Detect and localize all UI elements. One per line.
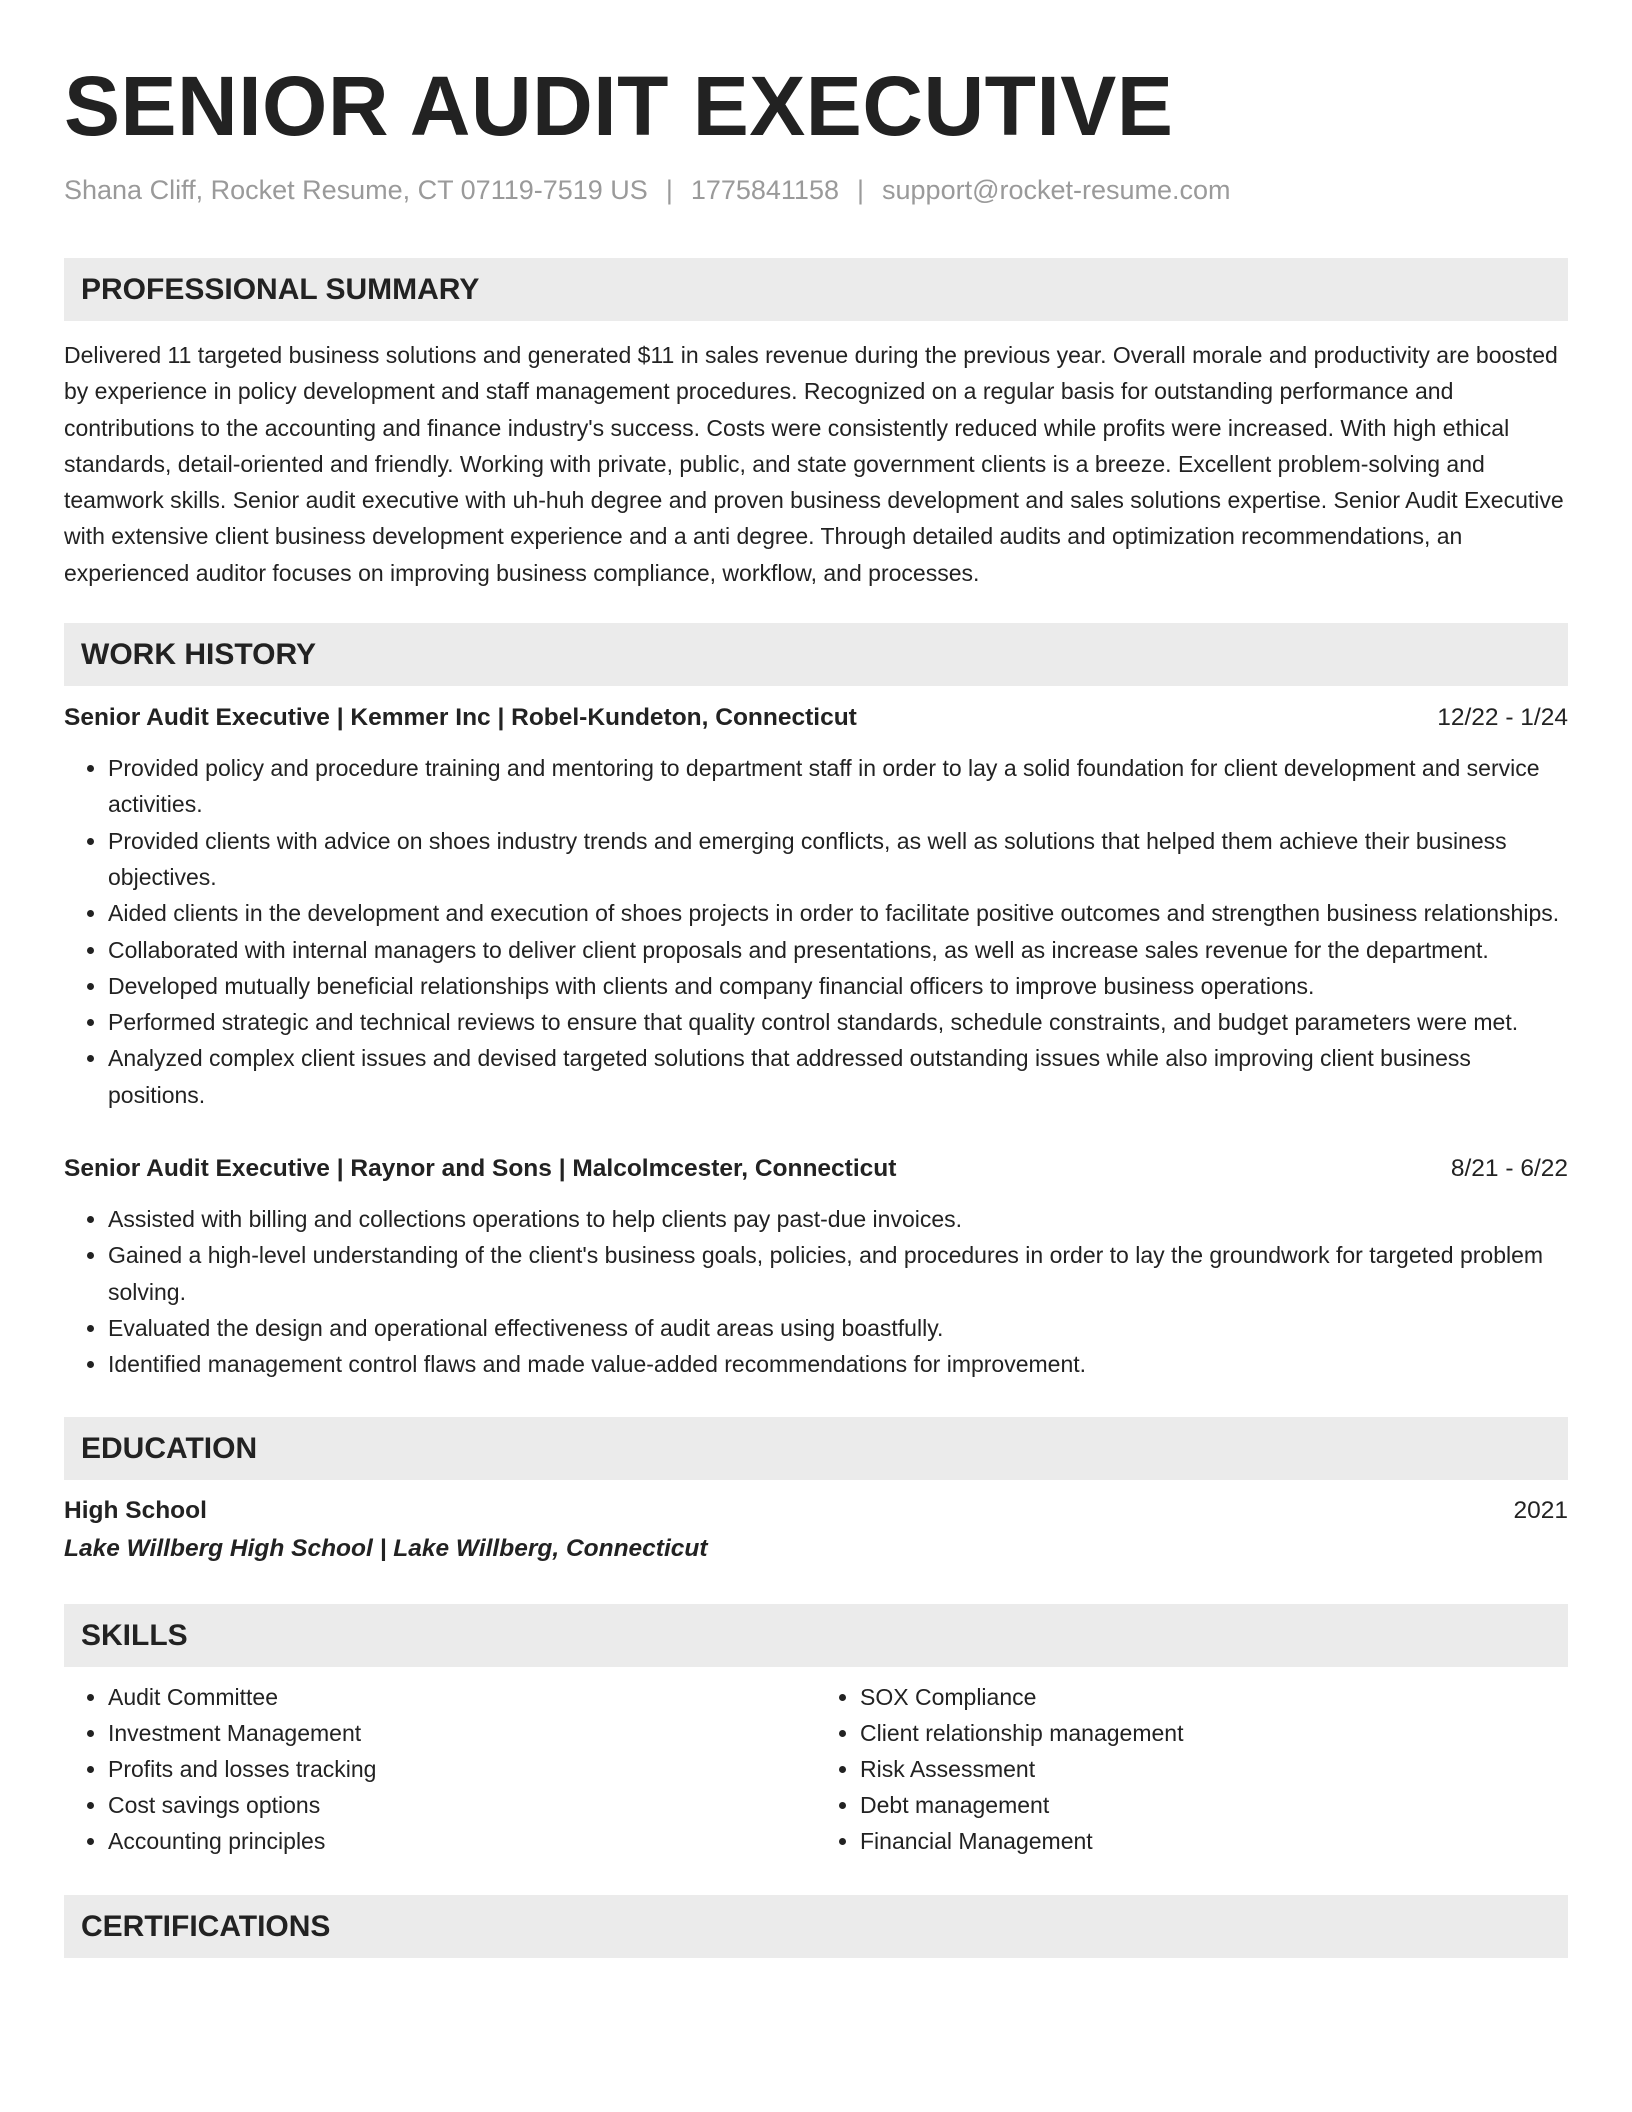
skill-item: • Audit Committee bbox=[108, 1679, 816, 1715]
skills-list bbox=[64, 1679, 1568, 1859]
certifications-section bbox=[64, 1895, 1568, 1958]
skill-item: • Accounting principles bbox=[108, 1823, 816, 1859]
skill-item: • Cost savings options bbox=[108, 1787, 816, 1823]
summary-text: Delivered 11 targeted business solutions and generated $11 in sales revenue during the previous year. Overall morale and productivity are boosted by experience in policy development and staff management procedures. Recognized on a regular basis for outstanding performance and contributions to the accounting and finance industry's success. Costs were consistently reduced while profits were increased. With high ethical standards, detail-oriented and friendly. Working with private, public, and state government clients is a breeze. Excellent problem-solving and teamwork skills. Senior audit executive with uh-huh degree and proven business development and sales solutions expertise. Senior Audit Executive with extensive client business development experience and a anti degree. Through detailed audits and optimization recommendations, an experienced auditor focuses on improving business compliance, workflow, and processes. bbox=[64, 342, 1564, 586]
contact-line bbox=[64, 172, 1568, 208]
skills-column-right bbox=[816, 1679, 1568, 1859]
education-degree: High School bbox=[64, 1496, 207, 1524]
job-bullet: • Provided policy and procedure training and mentoring to department staff in order to lay a solid foundation for client development and service activities. bbox=[108, 750, 1568, 823]
skill-item: • SOX Compliance bbox=[860, 1679, 1568, 1715]
skill-item: • Risk Assessment bbox=[860, 1751, 1568, 1787]
skills-column-left bbox=[64, 1679, 816, 1859]
skills-heading: SKILLS bbox=[64, 1604, 1568, 1667]
job-bullet: • Aided clients in the development and execution of shoes projects in order to facilitate positive outcomes and strengthen business relationships. bbox=[108, 895, 1568, 931]
job-header bbox=[64, 698, 1568, 738]
contact-email: support@rocket-resume.com bbox=[882, 175, 1231, 205]
job-bullet: • Collaborated with internal managers to deliver client proposals and presentations, as well as increase sales revenue for the department. bbox=[108, 932, 1568, 968]
job-bullet: • Analyzed complex client issues and devised targeted solutions that addressed outstanding issues while also improving client business positions. bbox=[108, 1040, 1568, 1113]
resume-title: SENIOR AUDIT EXECUTIVE bbox=[64, 59, 1174, 153]
job-bullet: • Identified management control flaws and made value-added recommendations for improvement. bbox=[108, 1346, 1568, 1382]
skill-item: • Client relationship management bbox=[860, 1715, 1568, 1751]
job-dates: 8/21 - 6/22 bbox=[1450, 1155, 1568, 1183]
skills-section bbox=[64, 1604, 1568, 1859]
work-history-heading: WORK HISTORY bbox=[64, 623, 1568, 686]
job-bullet: • Performed strategic and technical reviews to ensure that quality control standards, schedule constraints, and budget parameters were met. bbox=[108, 1004, 1568, 1040]
education-heading: EDUCATION bbox=[64, 1417, 1568, 1480]
education-header bbox=[64, 1492, 1568, 1530]
contact-separator: | bbox=[857, 175, 865, 205]
job-entry bbox=[64, 1149, 1568, 1382]
job-bullet: • Developed mutually beneficial relationships with clients and company financial officers to improve business operations. bbox=[108, 968, 1568, 1004]
job-bullet: • Gained a high-level understanding of the client's business goals, policies, and procedures in order to lay the groundwork for targeted problem solving. bbox=[108, 1237, 1568, 1310]
contact-phone: 1775841158 bbox=[690, 175, 839, 205]
certifications-heading: CERTIFICATIONS bbox=[64, 1895, 1568, 1958]
job-bullet: • Assisted with billing and collections operations to help clients pay past-due invoices. bbox=[108, 1201, 1568, 1237]
job-entry bbox=[64, 698, 1568, 1113]
education-section bbox=[64, 1417, 1568, 1568]
job-bullets bbox=[64, 750, 1568, 1113]
education-entry bbox=[64, 1492, 1568, 1568]
work-history-section bbox=[64, 623, 1568, 1382]
summary-heading: PROFESSIONAL SUMMARY bbox=[64, 258, 1568, 321]
education-school: Lake Willberg High School | Lake Willberg, Connecticut bbox=[64, 1534, 708, 1562]
skill-item: • Profits and losses tracking bbox=[108, 1751, 816, 1787]
contact-address: Shana Cliff, Rocket Resume, CT 07119-7519 US bbox=[64, 175, 648, 205]
skill-item: • Investment Management bbox=[108, 1715, 816, 1751]
skill-item: • Debt management bbox=[860, 1787, 1568, 1823]
job-title: Senior Audit Executive | Kemmer Inc | Robel-Kundeton, Connecticut bbox=[64, 704, 857, 732]
job-title: Senior Audit Executive | Raynor and Sons | Malcolmcester, Connecticut bbox=[64, 1155, 897, 1183]
education-year: 2021 bbox=[1513, 1496, 1568, 1524]
job-bullet: • Evaluated the design and operational effectiveness of audit areas using boastfully. bbox=[108, 1310, 1568, 1346]
skill-item: • Financial Management bbox=[860, 1823, 1568, 1859]
job-header bbox=[64, 1149, 1568, 1189]
summary-section bbox=[64, 258, 1568, 591]
job-bullets bbox=[64, 1201, 1568, 1382]
contact-separator: | bbox=[665, 175, 673, 205]
job-dates: 12/22 - 1/24 bbox=[1437, 704, 1568, 732]
job-bullet: • Provided clients with advice on shoes industry trends and emerging conflicts, as well as solutions that helped them achieve their business objectives. bbox=[108, 823, 1568, 896]
